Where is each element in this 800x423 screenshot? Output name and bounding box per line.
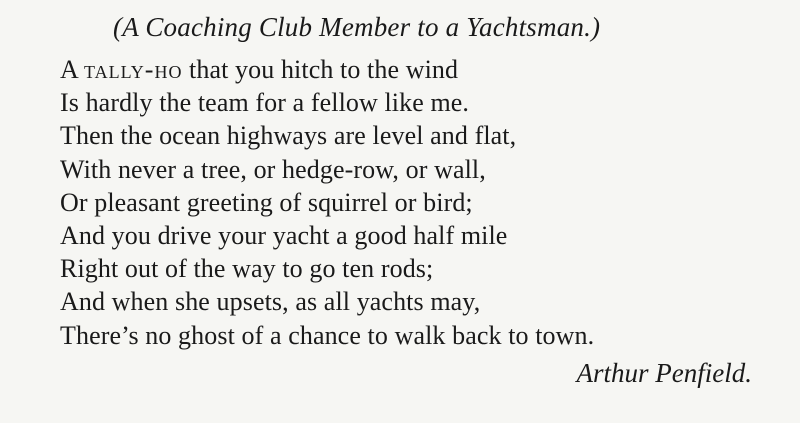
poem-body <box>60 53 594 352</box>
poem-line-2: Is hardly the team for a fellow like me. <box>60 88 470 118</box>
poem-line-8: And when she upsets, as all yachts may, <box>60 287 481 317</box>
poem-line-1-lead: A <box>60 55 85 84</box>
poem-line-4: With never a tree, or hedge-row, or wall, <box>60 154 486 184</box>
poem-line-1-smallcaps: tally-ho <box>84 55 183 84</box>
poem-line-7: Right out of the way to go ten rods; <box>60 254 434 284</box>
poem-line-3: Then the ocean highways are level and flat, <box>60 121 517 151</box>
poem-line-1-rest: that you hitch to the wind <box>182 55 459 84</box>
poem-subtitle: (A Coaching Club Member to a Yachtsman.) <box>113 12 601 42</box>
poem-line-1 <box>60 53 594 86</box>
poem-line-6: And you drive your yacht a good half mile <box>60 220 508 250</box>
poem-line-9: There’s no ghost of a chance to walk back to town. <box>60 320 595 350</box>
poem-line-5: Or pleasant greeting of squirrel or bird; <box>60 187 473 217</box>
poem-author: Arthur Penfield. <box>576 358 752 388</box>
